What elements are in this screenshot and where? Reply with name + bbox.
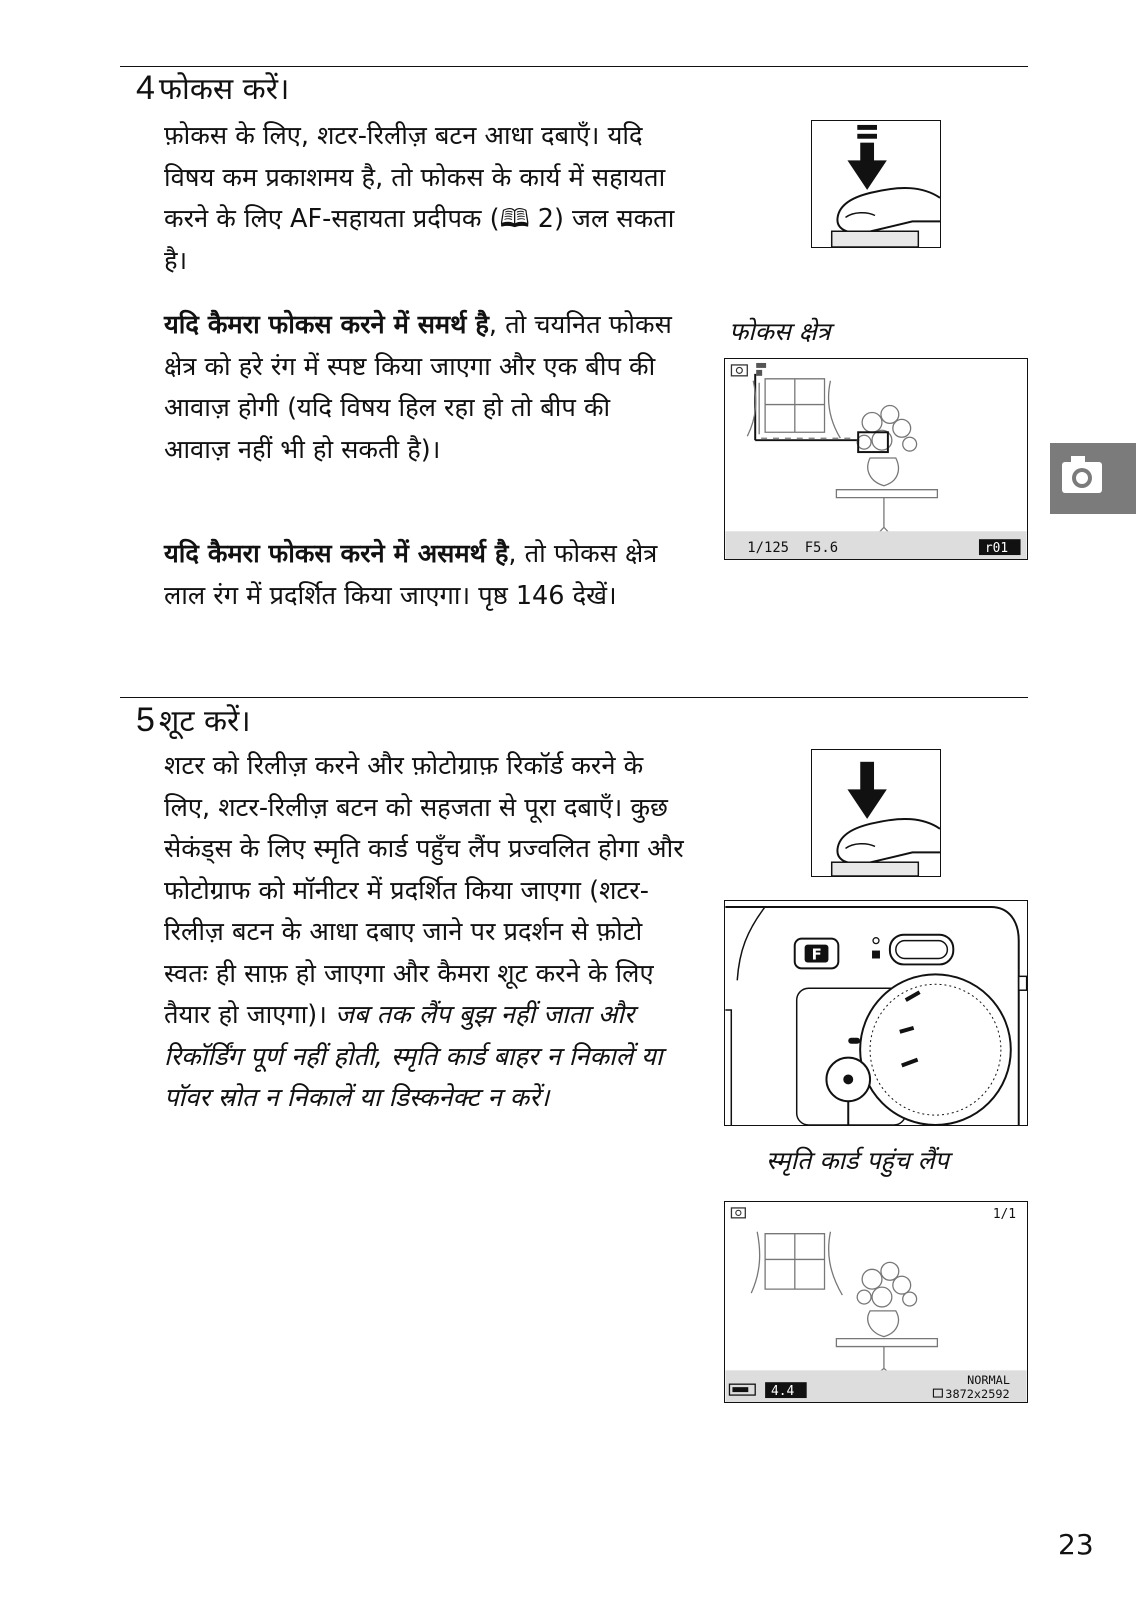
step4-number: 4 <box>136 69 155 107</box>
shutter-press-icon <box>812 121 940 247</box>
step5-rule <box>120 697 1028 698</box>
step4-para3 <box>164 534 684 617</box>
shutter-speed-readout: 1/125 <box>747 540 790 557</box>
step5-para-warning: जब तक लैंप बुझ नहीं जाता और रिकॉर्डिंग पूर्ण नहीं होती, स्मृति कार्ड बाहर न निकालें या पॉवर स्रोत न निकालें या डिस्कनेक्ट न करें। <box>164 1000 663 1113</box>
step4-heading <box>136 70 289 108</box>
focus-area-caption: फोकस क्षेत्र <box>729 317 831 346</box>
memory-card-access-lamp <box>826 1058 870 1102</box>
memory-card-lamp-caption: स्मृति कार्ड पहुंच लैंप <box>766 1146 949 1175</box>
page-number: 23 <box>1058 1528 1094 1561</box>
step5-title: शूट करें। <box>158 704 251 739</box>
remaining-readout: r01 <box>984 541 1009 557</box>
camera-f-button-label: F <box>811 945 822 964</box>
focus-screen-figure <box>724 358 1028 560</box>
camera-icon <box>731 365 747 376</box>
camera-icon <box>1050 443 1136 514</box>
step5-para-normal: शटर को रिलीज़ करने और फ़ोटोग्राफ़ रिकॉर्ड करने के लिए, शटर-रिलीज़ बटन को सहजता से पूरा दबाएँ। कुछ सेकंड्स के लिए स्मृति कार्ड पहुँच लैंप प्रज्वलित होगा और फोटोग्राफ को मॉनीटर में प्रदर्शित किया जाएगा (शटर-रिलीज़ बटन के आधा दबाए जाने पर प्रदर्शन से फ़ोटो स्वतः ही साफ़ हो जाएगा और कैमरा शूट करने के लिए तैयार हो जाएगा)। <box>164 751 684 1030</box>
step4-para3-rest: , तो फोकस क्षेत्र लाल रंग में प्रदर्शित किया जाएगा। पृष्ठ 146 देखें। <box>164 539 658 611</box>
step4-rule <box>120 66 1028 67</box>
camera-section-tab <box>1050 443 1136 514</box>
step4-para3-bold: यदि कैमरा फोकस करने में असमर्थ है <box>164 539 509 569</box>
step5-para <box>164 746 694 1120</box>
camera-body-figure <box>724 900 1028 1126</box>
quality-readout: NORMAL <box>967 1373 1010 1388</box>
af-mode-icon <box>756 363 766 376</box>
aperture-readout: F5.6 <box>804 540 839 557</box>
step4-para2-bold: यदि कैमरा फोकस करने में समर्थ है <box>164 310 489 340</box>
step4-para1: फ़ोकस के लिए, शटर-रिलीज़ बटन आधा दबाएँ। यदि विषय कम प्रकाशमय है, तो फोकस के कार्य में सहायता करने के लिए AF-सहायता प्रदीपक (🕮 2) जल सकता है। <box>164 121 675 276</box>
playback-screen-figure <box>724 1201 1028 1403</box>
step4-para2 <box>164 305 684 471</box>
image-size-readout: 3872x2592 <box>945 1387 1010 1402</box>
shutter-half-press-figure <box>811 120 941 248</box>
step5-heading <box>136 702 251 740</box>
zoom-readout: 4.4 <box>771 1384 795 1400</box>
shutter-full-press-figure <box>811 749 941 877</box>
flower-vase-illustration <box>836 406 937 548</box>
step5-number: 5 <box>136 701 155 739</box>
window-illustration <box>747 379 854 438</box>
step4-title: फोकस करें। <box>158 72 290 107</box>
frame-counter: 1/1 <box>992 1206 1017 1222</box>
step4-para2-rest: , तो चयनित फोकस क्षेत्र को हरे रंग में स्पष्ट किया जाएगा और एक बीप की आवाज़ होगी (यदि विषय हिल रहा हो तो बीप की आवाज़ नहीं भी हो सकती है)। <box>164 310 672 465</box>
